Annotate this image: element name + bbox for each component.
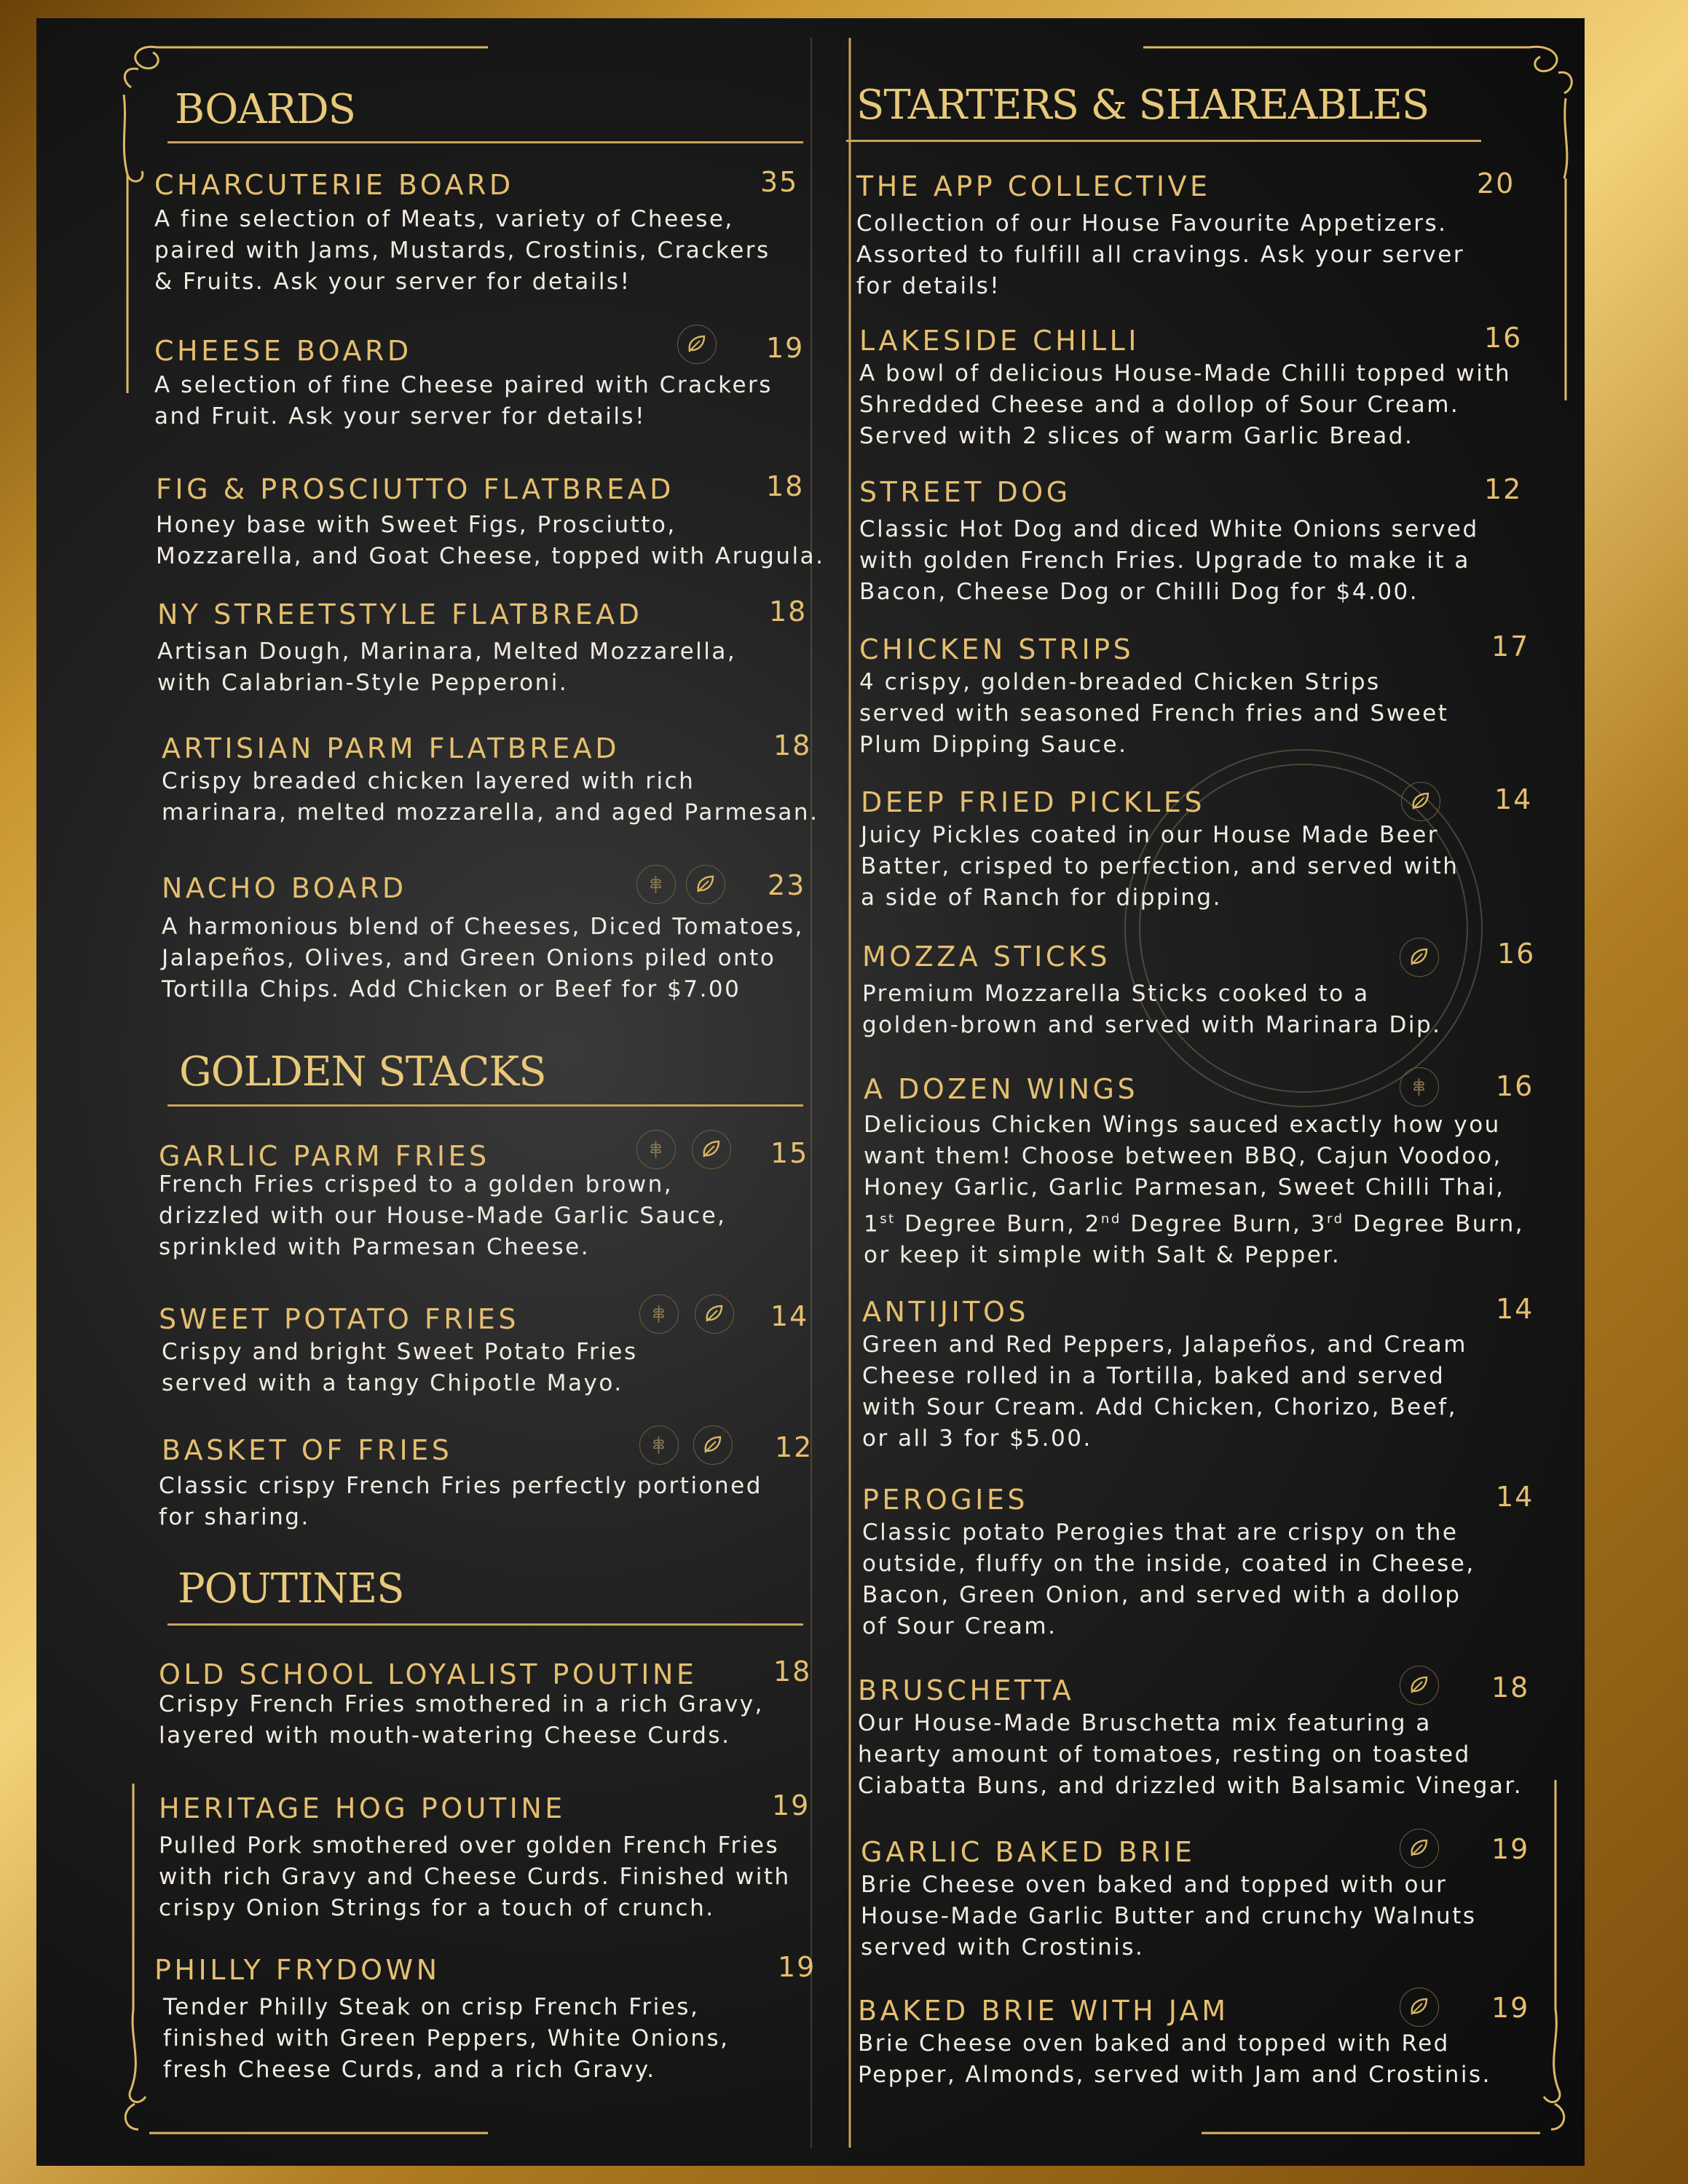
item-name: PEROGIES: [862, 1484, 1029, 1516]
item-name: LAKESIDE CHILLI: [859, 325, 1140, 357]
leaf-icon: [1400, 1666, 1439, 1705]
leaf-icon: [693, 1425, 733, 1465]
leaf-icon: [686, 865, 725, 904]
item-description: Brie Cheese oven baked and topped with our House-Made Garlic Butter and crunchy Walnuts served with Crostinis.: [861, 1872, 1477, 1961]
item-price: 19: [1491, 1833, 1530, 1865]
item-price: 14: [1496, 1481, 1534, 1513]
leaf-icon: [1400, 938, 1439, 977]
item-description: Pulled Pork smothered over golden French Fries with rich Gravy and Cheese Curds. Finished with crispy Onion Strings for a touch of crunch.: [159, 1832, 791, 1921]
gluten-free-icon: [639, 1425, 679, 1465]
item-price: 19: [766, 332, 805, 364]
item-name: FIG & PROSCIUTTO FLATBREAD: [156, 473, 674, 505]
item-name: STREET DOG: [859, 476, 1071, 508]
item-price: 18: [769, 596, 808, 628]
item-description: [864, 1109, 1563, 1271]
desc-line: Degree Burn,: [1344, 1211, 1525, 1238]
item-name: ARTISIAN PARM FLATBREAD: [162, 732, 620, 764]
item-price: 14: [1496, 1293, 1534, 1325]
item-price: 14: [1494, 783, 1533, 815]
item-name: OLD SCHOOL LOYALIST POUTINE: [159, 1658, 698, 1690]
item-description: Artisan Dough, Marinara, Melted Mozzarella, with Calabrian-Style Pepperoni.: [157, 638, 737, 696]
ordinal: st: [880, 1211, 896, 1227]
item-price: 12: [1484, 473, 1523, 505]
item-name: A DOZEN WINGS: [864, 1073, 1139, 1105]
item-name: BAKED BRIE WITH JAM: [858, 1995, 1229, 2027]
ordinal: rd: [1326, 1211, 1344, 1227]
item-description: Classic crispy French Fries perfectly portioned for sharing.: [159, 1473, 762, 1530]
item-description: Crispy and bright Sweet Potato Fries served with a tangy Chipotle Mayo.: [162, 1339, 638, 1396]
item-description: 4 crispy, golden-breaded Chicken Strips served with seasoned French fries and Sweet Plum Dipping Sauce.: [859, 669, 1449, 758]
item-description: A fine selection of Meats, variety of Cheese, paired with Jams, Mustards, Crostinis, Crackers & Fruits. Ask your server for details!: [154, 206, 770, 295]
item-name: MOZZA STICKS: [862, 941, 1111, 973]
item-description: Juicy Pickles coated in our House Made Beer Batter, crisped to perfection, and served with a side of Ranch for dipping.: [861, 822, 1459, 911]
item-description: Crispy breaded chicken layered with rich marinara, melted mozzarella, and aged Parmesan.: [162, 768, 819, 826]
poutines-heading: POUTINES: [178, 1565, 404, 1613]
leaf-icon: [1400, 1987, 1439, 2027]
desc-line: Degree Burn, 3: [1121, 1211, 1327, 1238]
item-name: SWEET POTATO FRIES: [159, 1303, 519, 1335]
golden-stacks-divider: [167, 1104, 803, 1107]
item-description: Premium Mozzarella Sticks cooked to a golden-brown and served with Marinara Dip.: [862, 981, 1442, 1038]
item-price: 18: [773, 729, 812, 761]
leaf-icon: [1401, 782, 1440, 821]
item-name: NACHO BOARD: [162, 872, 407, 904]
item-price: 23: [768, 869, 806, 901]
item-price: 12: [775, 1431, 813, 1463]
ordinal: nd: [1100, 1211, 1121, 1227]
item-price: 15: [770, 1137, 809, 1169]
leaf-icon: [692, 1130, 731, 1169]
poutines-divider: [167, 1623, 803, 1626]
item-name: GARLIC PARM FRIES: [159, 1140, 490, 1172]
item-price: 35: [760, 166, 799, 198]
desc-line: Degree Burn, 2: [895, 1211, 1101, 1238]
boards-divider: [167, 141, 803, 143]
item-name: BASKET OF FRIES: [162, 1434, 453, 1466]
item-name: CHARCUTERIE BOARD: [154, 169, 514, 201]
item-price: 14: [770, 1300, 809, 1332]
item-name: PHILLY FRYDOWN: [154, 1954, 441, 1986]
item-description: Classic potato Perogies that are crispy on the outside, fluffy on the inside, coated in Cheese, Bacon, Green Onion, and served with a dollop of Sour Cream.: [862, 1519, 1475, 1639]
leaf-icon: [1400, 1829, 1439, 1868]
item-description: Crispy French Fries smothered in a rich Gravy, layered with mouth-watering Cheese Curds.: [159, 1691, 764, 1749]
item-price: 18: [1491, 1671, 1530, 1704]
item-price: 17: [1491, 630, 1530, 662]
item-description: French Fries crisped to a golden brown, drizzled with our House-Made Garlic Sauce, sprinkled with Parmesan Cheese.: [159, 1171, 727, 1260]
item-name: NY STREETSTYLE FLATBREAD: [157, 598, 643, 630]
desc-line: or keep it simple with Salt & Pepper.: [864, 1242, 1341, 1269]
item-description: Brie Cheese oven baked and topped with Red Pepper, Almonds, served with Jam and Crostinis.: [858, 2030, 1491, 2088]
desc-line: 1: [864, 1211, 880, 1238]
item-description: Honey base with Sweet Figs, Prosciutto, Mozzarella, and Goat Cheese, topped with Arugula.: [156, 512, 825, 569]
item-name: DEEP FRIED PICKLES: [861, 786, 1205, 818]
item-description: A harmonious blend of Cheeses, Diced Tomatoes, Jalapeños, Olives, and Green Onions piled onto Tortilla Chips. Add Chicken or Beef for $7.00: [162, 914, 804, 1002]
golden-stacks-heading: GOLDEN STACKS: [179, 1048, 546, 1096]
item-name: BRUSCHETTA: [858, 1674, 1075, 1706]
item-price: 19: [778, 1951, 816, 1983]
item-name: CHEESE BOARD: [154, 335, 412, 367]
item-name: THE APP COLLECTIVE: [856, 170, 1211, 202]
item-description: A selection of fine Cheese paired with Crackers and Fruit. Ask your server for details!: [154, 372, 773, 430]
starters-divider: [846, 140, 1481, 142]
desc-line: want them! Choose between BBQ, Cajun Voodoo,: [864, 1143, 1502, 1169]
item-description: Green and Red Peppers, Jalapeños, and Cream Cheese rolled in a Tortilla, baked and served with Sour Cream. Add Chicken, Chorizo, Beef, or all 3 for $5.00.: [862, 1332, 1467, 1452]
leaf-icon: [677, 325, 717, 364]
boards-heading: BOARDS: [175, 86, 355, 133]
gluten-free-icon: [636, 865, 676, 904]
item-price: 20: [1477, 167, 1515, 199]
item-price: 16: [1496, 1070, 1534, 1102]
item-name: ANTIJITOS: [862, 1296, 1029, 1328]
item-description: Tender Philly Steak on crisp French Fries, finished with Green Peppers, White Onions, fresh Cheese Curds, and a rich Gravy.: [163, 1994, 730, 2083]
item-price: 19: [772, 1789, 811, 1821]
item-name: GARLIC BAKED BRIE: [861, 1836, 1196, 1868]
gluten-free-icon: [636, 1130, 676, 1169]
item-price: 19: [1491, 1992, 1530, 2024]
gluten-free-icon: [639, 1294, 679, 1334]
item-description: Our House-Made Bruschetta mix featuring a hearty amount of tomatoes, resting on toasted Ciabatta Buns, and drizzled with Balsamic Vinegar.: [858, 1710, 1523, 1799]
starters-heading: STARTERS & SHAREABLES: [856, 82, 1429, 129]
item-price: 18: [766, 470, 805, 502]
gluten-free-icon: [1400, 1067, 1439, 1107]
item-name: HERITAGE HOG POUTINE: [159, 1792, 566, 1824]
item-price: 16: [1497, 938, 1536, 970]
desc-line: Delicious Chicken Wings sauced exactly how you: [864, 1112, 1501, 1138]
item-description: A bowl of delicious House-Made Chilli topped with Shredded Cheese and a dollop of Sour Cream. Served with 2 slices of warm Garlic Bread.: [859, 360, 1512, 449]
item-price: 16: [1484, 322, 1523, 354]
item-price: 18: [773, 1655, 812, 1688]
desc-line: Honey Garlic, Garlic Parmesan, Sweet Chilli Thai,: [864, 1174, 1505, 1200]
item-description: Collection of our House Favourite Appetizers. Assorted to fulfill all cravings. Ask your server for details!: [856, 210, 1465, 299]
item-name: CHICKEN STRIPS: [859, 633, 1135, 665]
leaf-icon: [695, 1294, 734, 1334]
item-description: Classic Hot Dog and diced White Onions served with golden French Fries. Upgrade to make it a Bacon, Cheese Dog or Chilli Dog for $4.00.: [859, 516, 1479, 605]
